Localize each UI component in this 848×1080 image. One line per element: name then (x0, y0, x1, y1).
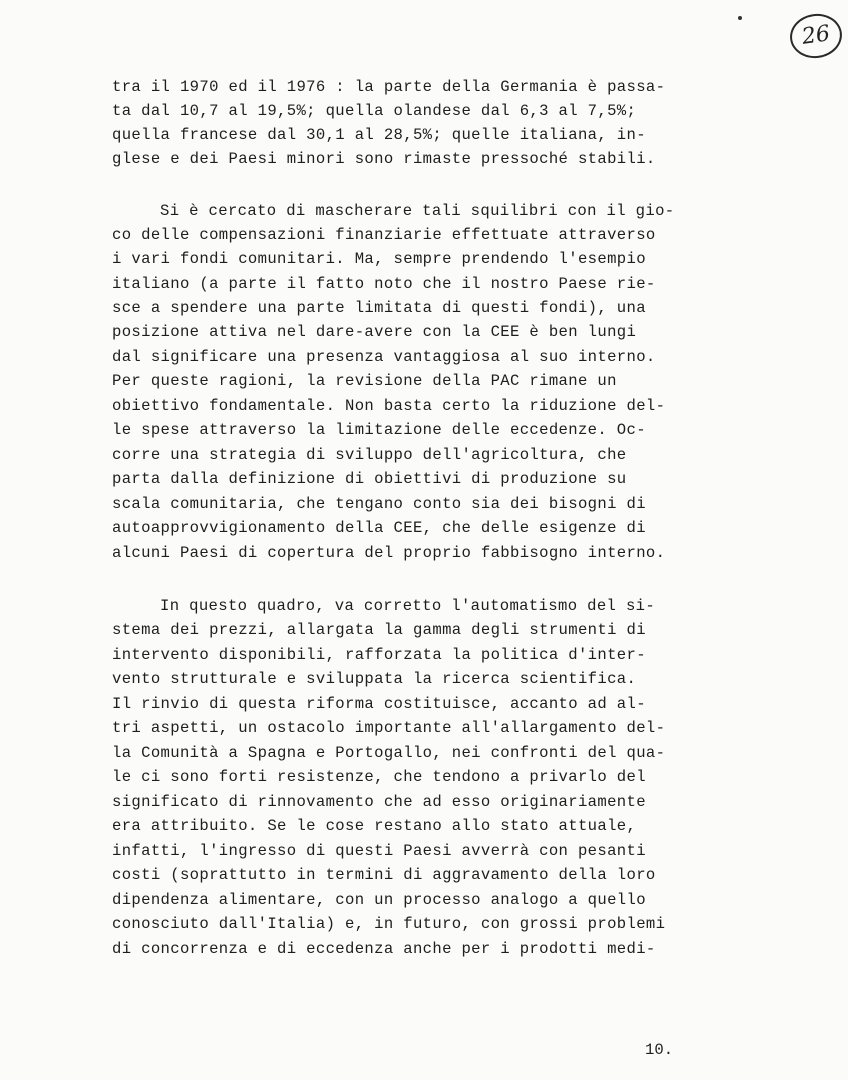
text-line: tri aspetti, un ostacolo importante all'allargamento del- (112, 719, 666, 737)
text-line: scala comunitaria, che tengano conto sia dei bisogni di (112, 495, 646, 513)
text-line: infatti, l'ingresso di questi Paesi avverrà con pesanti (112, 842, 646, 860)
text-line: vento strutturale e sviluppata la ricerca scientifica. (112, 670, 637, 688)
text-line: stema dei prezzi, allargata la gamma degli strumenti di (112, 621, 646, 639)
text-line: sce a spendere una parte limitata di questi fondi), una (112, 299, 646, 317)
text-line: co delle compensazioni finanziarie effettuate attraverso (112, 226, 656, 244)
text-line: intervento disponibili, rafforzata la politica d'inter- (112, 646, 646, 664)
text-line: ta dal 10,7 al 19,5%; quella olandese dal 6,3 al 7,5%; (112, 102, 637, 120)
text-line: quella francese dal 30,1 al 28,5%; quelle italiana, in- (112, 126, 646, 144)
text-line: dipendenza alimentare, con un processo analogo a quello (112, 891, 646, 909)
text-line: corre una strategia di sviluppo dell'agricoltura, che (112, 446, 627, 464)
text-line: la Comunità a Spagna e Portogallo, nei confronti del qua- (112, 744, 666, 762)
ink-speck (738, 16, 742, 20)
text-line: i vari fondi comunitari. Ma, sempre prendendo l'esempio (112, 250, 646, 268)
text-line: le spese attraverso la limitazione delle eccedenze. Oc- (112, 421, 646, 439)
text-line: Si è cercato di mascherare tali squilibri con il gio- (160, 202, 675, 220)
text-line: alcuni Paesi di copertura del proprio fabbisogno interno. (112, 544, 666, 562)
text-line: conosciuto dall'Italia) e, in futuro, con grossi problemi (112, 915, 666, 933)
page-number: 10. (645, 1041, 674, 1059)
text-line: significato di rinnovamento che ad esso originariamente (112, 793, 646, 811)
text-line: autoapprovvigionamento della CEE, che delle esigenze di (112, 519, 646, 537)
text-line: glese e dei Paesi minori sono rimaste pressoché stabili. (112, 150, 656, 168)
text-line: posizione attiva nel dare-avere con la CEE è ben lungi (112, 323, 637, 341)
text-line: Per queste ragioni, la revisione della PAC rimane un (112, 372, 617, 390)
text-line: di concorrenza e di eccedenza anche per i prodotti medi- (112, 940, 656, 958)
text-line: costi (soprattutto in termini di aggravamento della loro (112, 866, 656, 884)
text-line: Il rinvio di questa riforma costituisce, accanto ad al- (112, 695, 646, 713)
text-line: dal significare una presenza vantaggiosa al suo interno. (112, 348, 656, 366)
text-line: era attribuito. Se le cose restano allo stato attuale, (112, 817, 637, 835)
text-line: In questo quadro, va corretto l'automatismo del si- (160, 597, 656, 615)
text-line: italiano (a parte il fatto noto che il nostro Paese rie- (112, 275, 656, 293)
text-line: tra il 1970 ed il 1976 : la parte della Germania è passa- (112, 78, 666, 96)
text-line: obiettivo fondamentale. Non basta certo la riduzione del- (112, 397, 666, 415)
text-line: parta dalla definizione di obiettivi di produzione su (112, 470, 627, 488)
handwritten-page-annotation: 26 (787, 11, 845, 62)
text-line: le ci sono forti resistenze, che tendono a privarlo del (112, 768, 646, 786)
